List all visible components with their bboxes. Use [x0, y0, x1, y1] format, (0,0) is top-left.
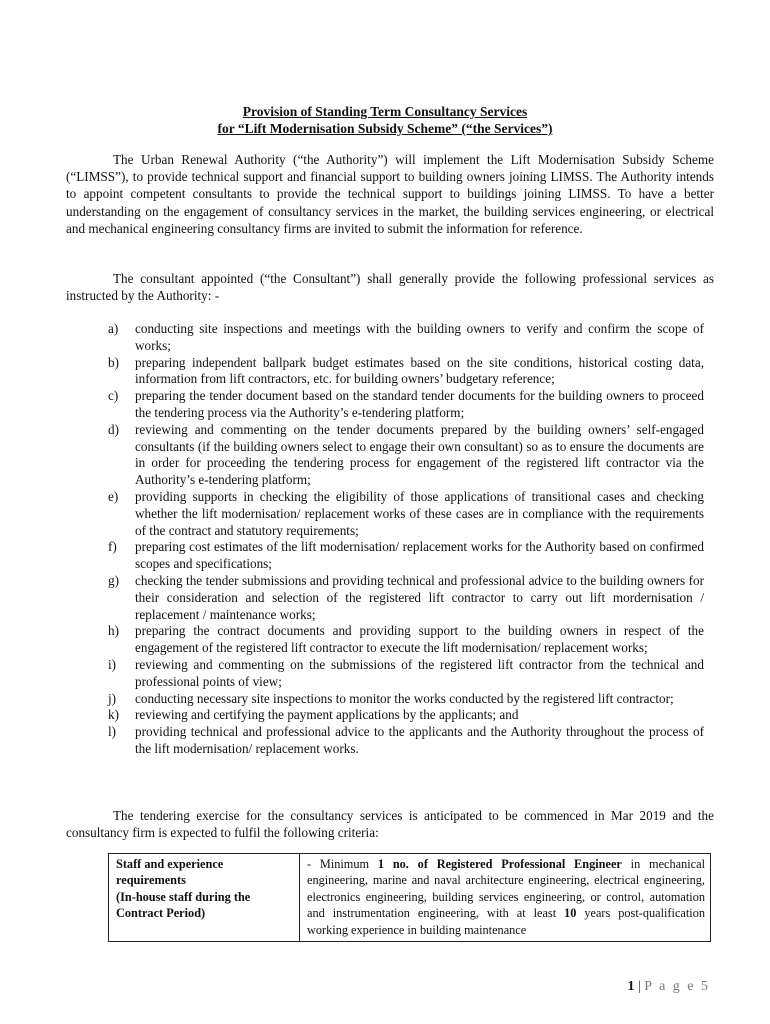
criteria-value-pre: - Minimum	[307, 857, 378, 871]
criteria-value-bold-2: 10	[564, 906, 577, 921]
page-label: P a g e 5	[644, 979, 710, 994]
criteria-value-bold-1: 1 no. of Registered Professional Engineer	[377, 857, 622, 871]
list-item	[108, 321, 704, 355]
criteria-value-post: years post-qualification working experience in building maintenance	[307, 906, 705, 937]
criteria-label-line-1: Staff and experience requirements	[116, 857, 224, 888]
list-marker: d)	[108, 421, 119, 437]
list-marker: f)	[108, 539, 117, 555]
criteria-label-cell	[109, 854, 300, 942]
list-item	[108, 388, 704, 422]
list-marker: i)	[108, 656, 117, 672]
criteria-label-line-2: (In-house staff during the Contract Period)	[116, 889, 251, 921]
services-intro-paragraph: The consultant appointed (“the Consultant”) shall generally provide the following professional services as instructed by the Authority: -	[66, 271, 714, 304]
list-item	[108, 489, 704, 539]
title-line-1: Provision of Standing Term Consultancy Services	[242, 104, 528, 119]
page-footer	[627, 979, 710, 995]
list-item	[108, 691, 704, 708]
list-marker: l)	[108, 724, 117, 740]
list-marker: c)	[108, 388, 119, 404]
services-list	[108, 321, 704, 758]
table-row	[109, 854, 711, 942]
list-item-text: preparing cost estimates of the lift modernisation/ replacement works for the Authority based on confirmed scopes and specifications;	[135, 539, 704, 572]
list-marker: j)	[108, 690, 117, 706]
list-item-text: providing supports in checking the eligibility of those applications of transitional cases and checking whether the lift modernisation/ replacement works of these cases are in compliance with the requirements of the contract and statutory requirements;	[135, 488, 704, 538]
list-item-text: reviewing and certifying the payment applications by the applicants; and	[135, 707, 519, 723]
list-item-text: preparing independent ballpark budget estimates based on the site conditions, historical costing data, information from lift contractors, etc. for building owners’ budgetary reference;	[135, 354, 704, 387]
list-item	[108, 355, 704, 389]
document-title	[0, 103, 770, 137]
list-item	[108, 724, 704, 758]
criteria-value-mid: in mechanical engineering, marine and naval architecture engineering, electrical engineering, electronics engineering, building services engineering, or control, automation and instrumentation engineering, with at least	[307, 857, 706, 921]
page-number: 1	[627, 979, 635, 994]
list-item-text: reviewing and commenting on the submissions of the registered lift contractor from the technical and professional points of view;	[135, 656, 704, 689]
list-item	[108, 422, 704, 489]
list-item-text: providing technical and professional advice to the applicants and the Authority throughout the process of the lift modernisation/ replacement works.	[135, 724, 704, 756]
list-item	[108, 539, 704, 573]
list-item	[108, 707, 704, 724]
criteria-value-cell	[300, 854, 711, 942]
list-item	[108, 657, 704, 691]
intro-paragraph: The Urban Renewal Authority (“the Authority”) will implement the Lift Modernisation Subsidy Scheme (“LIMSS”), to provide technical support and financial support to building owners joining LIMSS. The Authority intends to appoint competent consultants to provide the technical support to buildings joining LIMSS. To have a better understanding on the engagement of consultancy services in the market, the building services engineering, or electrical and mechanical engineering consultancy firms are invited to submit the information for reference.	[66, 152, 714, 236]
list-item-text: reviewing and commenting on the tender documents prepared by the building owners’ self-engaged consultants (if the building owners select to engage their own consultant) so as to ensure the documents are in order for proceeding the tendering process for engagement of the registered lift contractor via the Authority’s e-tendering platform;	[135, 421, 704, 488]
list-marker: e)	[108, 488, 119, 504]
title-line-2: for “Lift Modernisation Subsidy Scheme” (“the Services”)	[217, 121, 553, 136]
list-marker: k)	[108, 707, 119, 723]
list-item-text: preparing the tender document based on the standard tender documents for the building owners to proceed the tendering process via the Authority’s e-tendering platform;	[135, 388, 704, 420]
list-marker: h)	[108, 623, 119, 639]
list-marker: a)	[108, 321, 119, 336]
criteria-table	[108, 853, 711, 942]
list-marker: g)	[108, 572, 119, 588]
list-item-text: conducting necessary site inspections to monitor the works conducted by the registered lift contractor;	[135, 690, 674, 706]
list-item	[108, 623, 704, 657]
list-marker: b)	[108, 354, 119, 370]
list-item-text: preparing the contract documents and providing support to the building owners in respect of the engagement of the registered lift contractor to execute the lift modernisation/ replacement works;	[135, 623, 704, 656]
list-item-text: conducting site inspections and meetings with the building owners to verify and confirm the scope of works;	[135, 321, 704, 353]
list-item	[108, 573, 704, 623]
footer-separator: |	[637, 979, 641, 994]
tender-intro-paragraph: The tendering exercise for the consultancy services is anticipated to be commenced in Mar 2019 and the consultancy firm is expected to fulfil the following criteria:	[66, 808, 714, 841]
list-item-text: checking the tender submissions and providing technical and professional advice to the building owners for their consideration and selection of the registered lift contractor to carry out lift mordernisation / replacement / maintenance works;	[135, 572, 704, 622]
